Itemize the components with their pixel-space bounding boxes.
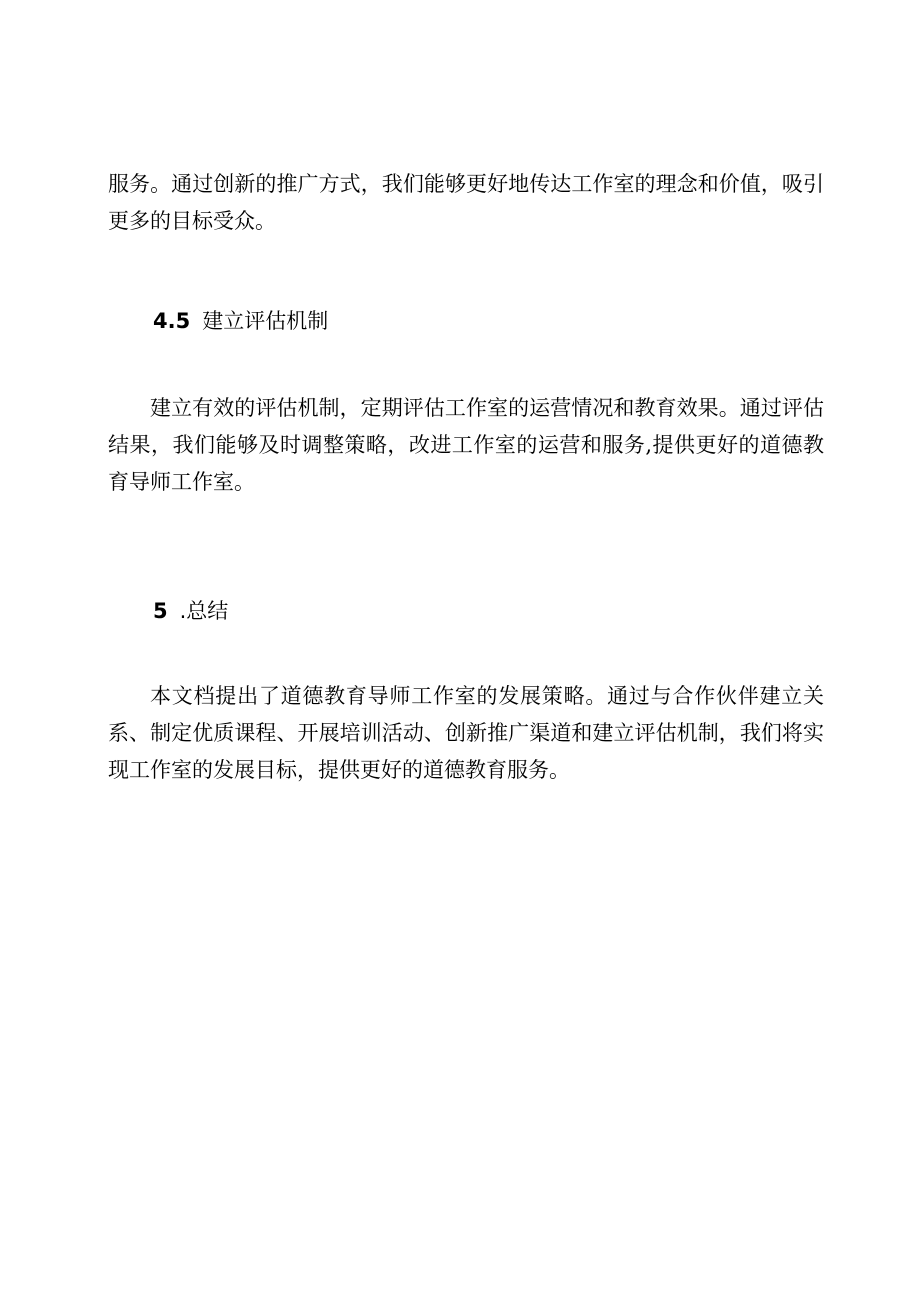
section-title: .总结 xyxy=(179,599,229,623)
section-heading-4-5 xyxy=(153,306,328,336)
section-5-paragraph: 本文档提出了道德教育导师工作室的发展策略。通过与合作伙伴建立关系、制定优质课程、开展培训活动、创新推广渠道和建立评估机制，我们将实现工作室的发展目标，提供更好的道德教育服务。 xyxy=(108,684,824,782)
section-title: 建立评估机制 xyxy=(202,309,329,333)
intro-paragraph: 服务。通过创新的推广方式，我们能够更好地传达工作室的理念和价值，吸引更多的目标受众。 xyxy=(108,172,824,233)
section-number: 5 xyxy=(153,599,168,623)
section-4-5-paragraph: 建立有效的评估机制，定期评估工作室的运营情况和教育效果。通过评估结果，我们能够及时调整策略，改进工作室的运营和服务,提供更好的道德教育导师工作室。 xyxy=(108,396,824,494)
section-number: 4.5 xyxy=(153,309,191,333)
section-heading-5 xyxy=(153,596,228,626)
